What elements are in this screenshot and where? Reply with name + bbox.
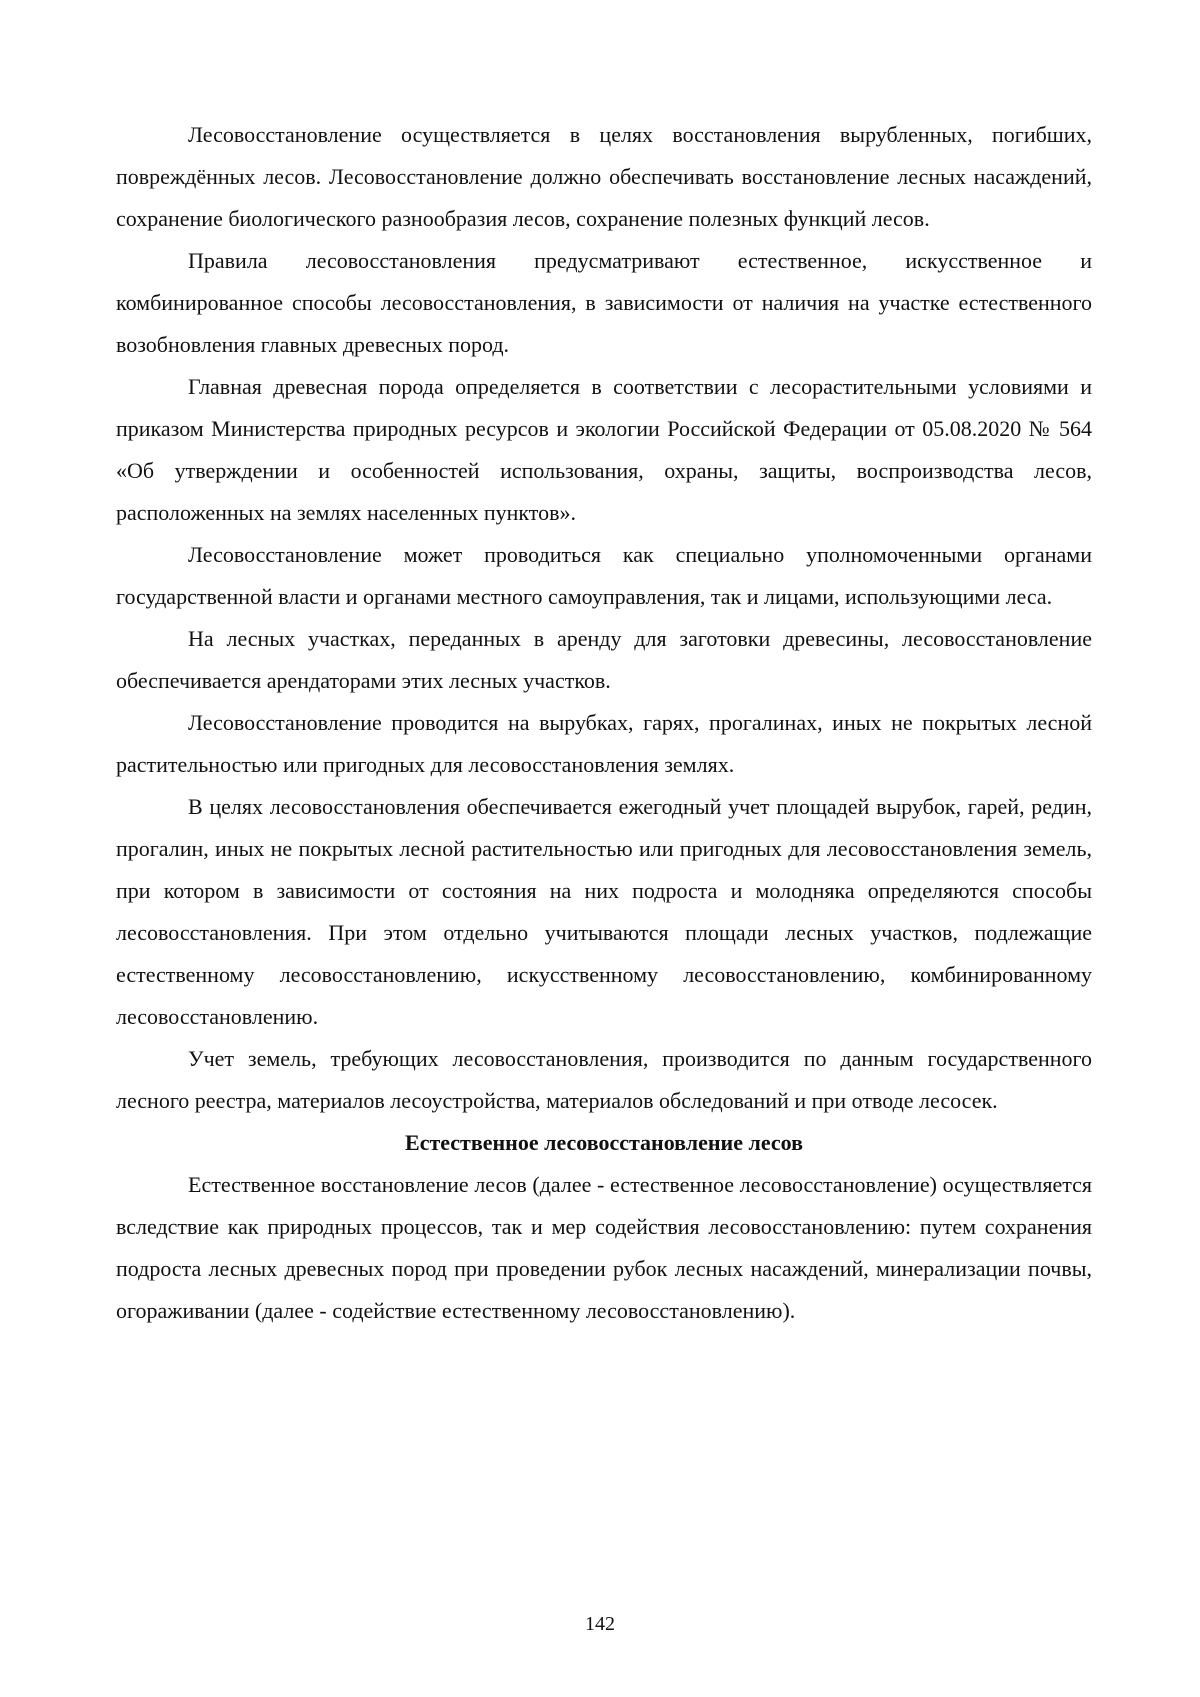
paragraph: Лесовосстановление осуществляется в целях восстановления вырубленных, погибших, повреждённых лесов. Лесовосстановление должно обеспечивать восстановление лесных насаждений, сохранение биологического разнообразия лесов, сохранение полезных функций лесов. — [116, 122, 1092, 231]
paragraph: Главная древесная порода определяется в соответствии с лесорастительными условиями и приказом Министерства природных ресурсов и экологии Российской Федерации от 05.08.2020 № 564 «Об утверждении и особенностей использования, охраны, защиты, воспроизводства лесов, расположенных на землях населенных пунктов». — [116, 374, 1092, 525]
paragraph: На лесных участках, переданных в аренду для заготовки древесины, лесовосстановление обеспечивается арендаторами этих лесных участков. — [116, 626, 1092, 693]
paragraph: Лесовосстановление может проводиться как специально уполномоченными органами государственной власти и органами местного самоуправления, так и лицами, использующими леса. — [116, 542, 1092, 609]
paragraph: Лесовосстановление проводится на вырубках, гарях, прогалинах, иных не покрытых лесной растительностью или пригодных для лесовосстановления землях. — [116, 710, 1092, 777]
page-body — [116, 114, 1092, 1332]
paragraph: Учет земель, требующих лесовосстановления, производится по данным государственного лесного реестра, материалов лесоустройства, материалов обследований и при отводе лесосек. — [116, 1046, 1092, 1113]
paragraph: Правила лесовосстановления предусматривают естественное, искусственное и комбинированное способы лесовосстановления, в зависимости от наличия на участке естественного возобновления главных древесных пород. — [116, 248, 1092, 357]
paragraph: Естественное восстановление лесов (далее - естественное лесовосстановление) осуществляется вследствие как природных процессов, так и мер содействия лесовосстановлению: путем сохранения подроста лесных древесных пород при проведении рубок лесных насаждений, минерализации почвы, огораживании (далее - содействие естественному лесовосстановлению). — [116, 1172, 1092, 1323]
paragraph: В целях лесовосстановления обеспечивается ежегодный учет площадей вырубок, гарей, редин, прогалин, иных не покрытых лесной растительностью или пригодных для лесовосстановления земель, при котором в зависимости от состояния на них подроста и молодняка определяются способы лесовосстановления. При этом отдельно учитываются площади лесных участков, подлежащие естественному лесовосстановлению, искусственному лесовосстановлению, комбинированному лесовосстановлению. — [116, 794, 1092, 1029]
section-heading: Естественное лесовосстановление лесов — [405, 1130, 803, 1155]
page-number: 142 — [585, 1613, 615, 1635]
